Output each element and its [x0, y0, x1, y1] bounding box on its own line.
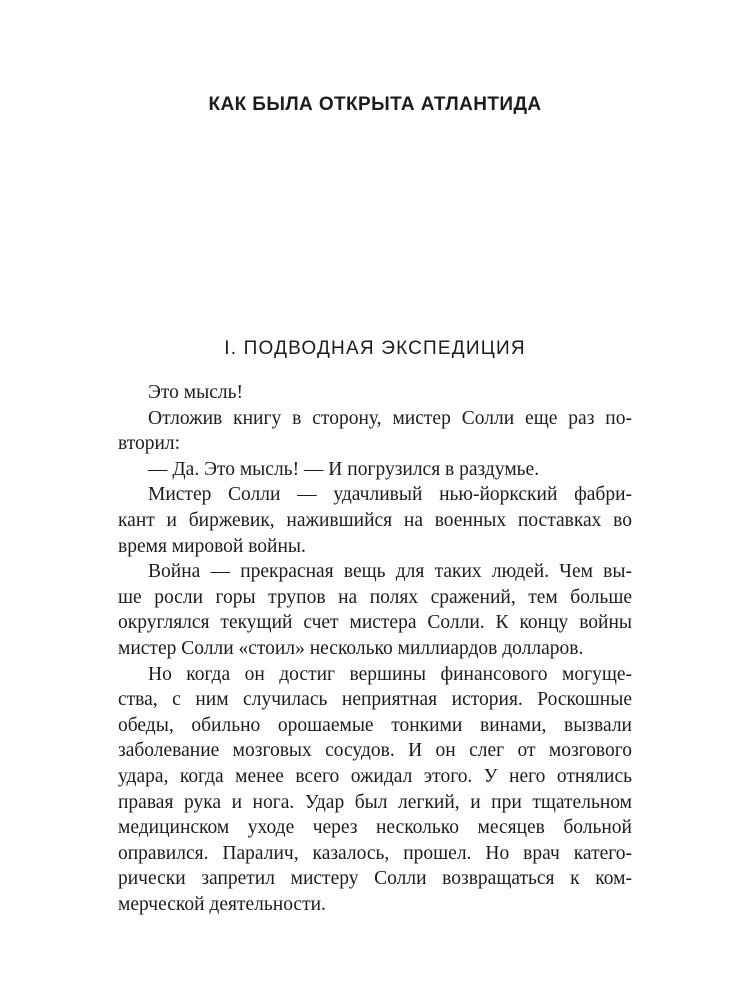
book-title: КАК БЫЛА ОТКРЫТА АТЛАНТИДА — [208, 94, 542, 115]
text-line: кант и биржевик, нажившийся на военных поставках во — [118, 509, 632, 531]
chapter-title: I. ПОДВОДНАЯ ЭКСПЕДИЦИЯ — [224, 338, 526, 359]
text-line: Это мысль! — [148, 382, 243, 403]
text-line: обеды, обильно орошаемые тонкими винами, вызвали — [118, 714, 632, 736]
text-line: удара, когда менее всего ожидал этого. У него отнялись — [118, 765, 632, 787]
text-line: правая рука и нога. Удар был легкий, и при тщательном — [118, 791, 632, 813]
text-line: округлялся текущий счет мистера Солли. К концу войны — [118, 612, 632, 634]
text-line: медицинском уходе через несколько месяцев больной — [118, 817, 632, 839]
text-line: время мировой войны. — [118, 535, 306, 557]
text-line: мерческой деятельности. — [118, 893, 326, 915]
text-line: заболевание мозговых сосудов. И он слег от мозгового — [118, 740, 632, 762]
chapter-body — [118, 380, 632, 917]
text-line: вторил: — [118, 433, 181, 455]
text-line: Но когда он достиг вершины финансового могуще- — [148, 663, 632, 685]
text-line: — Да. Это мысль! — И погрузился в раздумье. — [148, 458, 540, 480]
text-line: Война — прекрасная вещь для таких людей. Чем вы- — [148, 561, 632, 583]
text-line: рически запретил мистеру Солли возвращаться к ком- — [118, 868, 632, 890]
text-line: мистер Солли «стоил» несколько миллиардов долларов. — [118, 637, 584, 659]
text-line: оправился. Паралич, казалось, прошел. Но врач катего- — [118, 842, 632, 864]
text-line: ше росли горы трупов на полях сражений, тем больше — [118, 586, 632, 608]
text-line: Отложив книгу в сторону, мистер Солли еще раз по- — [148, 407, 632, 429]
text-line: ства, с ним случилась неприятная история. Роскошные — [118, 689, 632, 711]
text-line: Мистер Солли — удачливый нью-йоркский фабри- — [148, 484, 632, 506]
